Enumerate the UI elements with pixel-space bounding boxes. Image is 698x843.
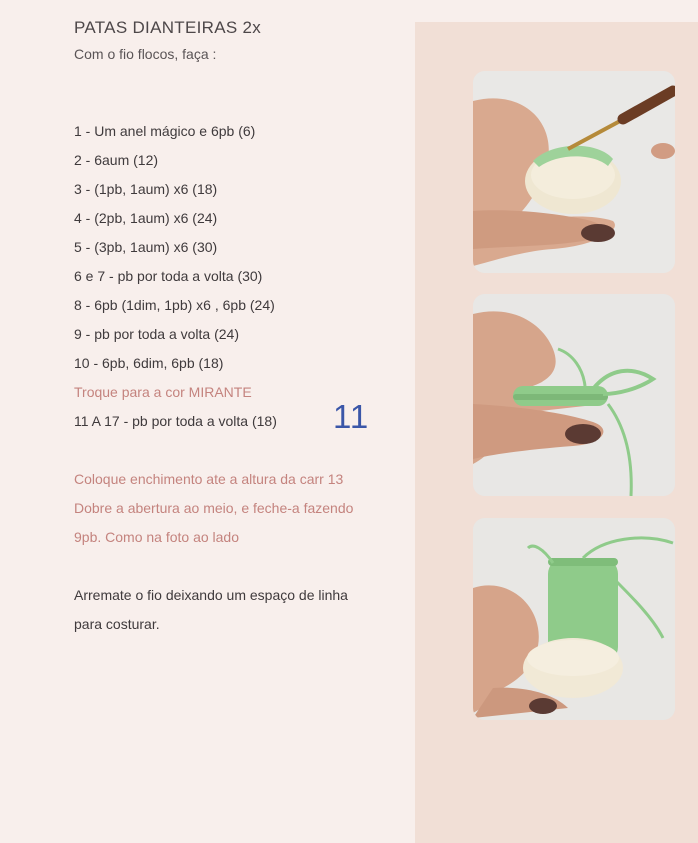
stuffing-instructions	[74, 470, 353, 557]
finished-paw-illustration	[473, 518, 675, 720]
page-subtitle: Com o fio flocos, faça :	[74, 46, 217, 62]
photo-folded-closing	[473, 294, 675, 496]
crochet-base-illustration	[473, 71, 675, 273]
step-6-7: 6 e 7 - pb por toda a volta (30)	[74, 268, 263, 284]
finish-line: Arremate o fio deixando um espaço de linha	[74, 587, 348, 603]
instruction-line: 9pb. Como na foto ao lado	[74, 529, 240, 545]
finish-line: para costurar.	[74, 616, 160, 632]
step-10: 10 - 6pb, 6dim, 6pb (18)	[74, 355, 224, 371]
step-11-17: 11 A 17 - pb por toda a volta (18)	[74, 413, 277, 429]
step-3: 3 - (1pb, 1aum) x6 (18)	[74, 181, 218, 197]
step-number-badge: 11	[333, 398, 370, 435]
color-change-note: Troque para a cor MIRANTE	[74, 384, 252, 400]
step-2: 2 - 6aum (12)	[74, 152, 159, 168]
pattern-steps	[74, 122, 277, 441]
photo-finished-paw	[473, 518, 675, 720]
page-title: PATAS DIANTEIRAS 2x	[74, 18, 262, 37]
step-5: 5 - (3pb, 1aum) x6 (30)	[74, 239, 218, 255]
instruction-line: Coloque enchimento ate a altura da carr 13	[74, 471, 344, 487]
finishing-instructions	[74, 586, 348, 644]
folded-piece-illustration	[473, 294, 675, 496]
step-1: 1 - Um anel mágico e 6pb (6)	[74, 123, 256, 139]
step-9: 9 - pb por toda a volta (24)	[74, 326, 239, 342]
instruction-line: Dobre a abertura ao meio, e feche-a fazendo	[74, 500, 354, 516]
step-8: 8 - 6pb (1dim, 1pb) x6 , 6pb (24)	[74, 297, 275, 313]
photo-crochet-base	[473, 71, 675, 273]
step-4: 4 - (2pb, 1aum) x6 (24)	[74, 210, 218, 226]
